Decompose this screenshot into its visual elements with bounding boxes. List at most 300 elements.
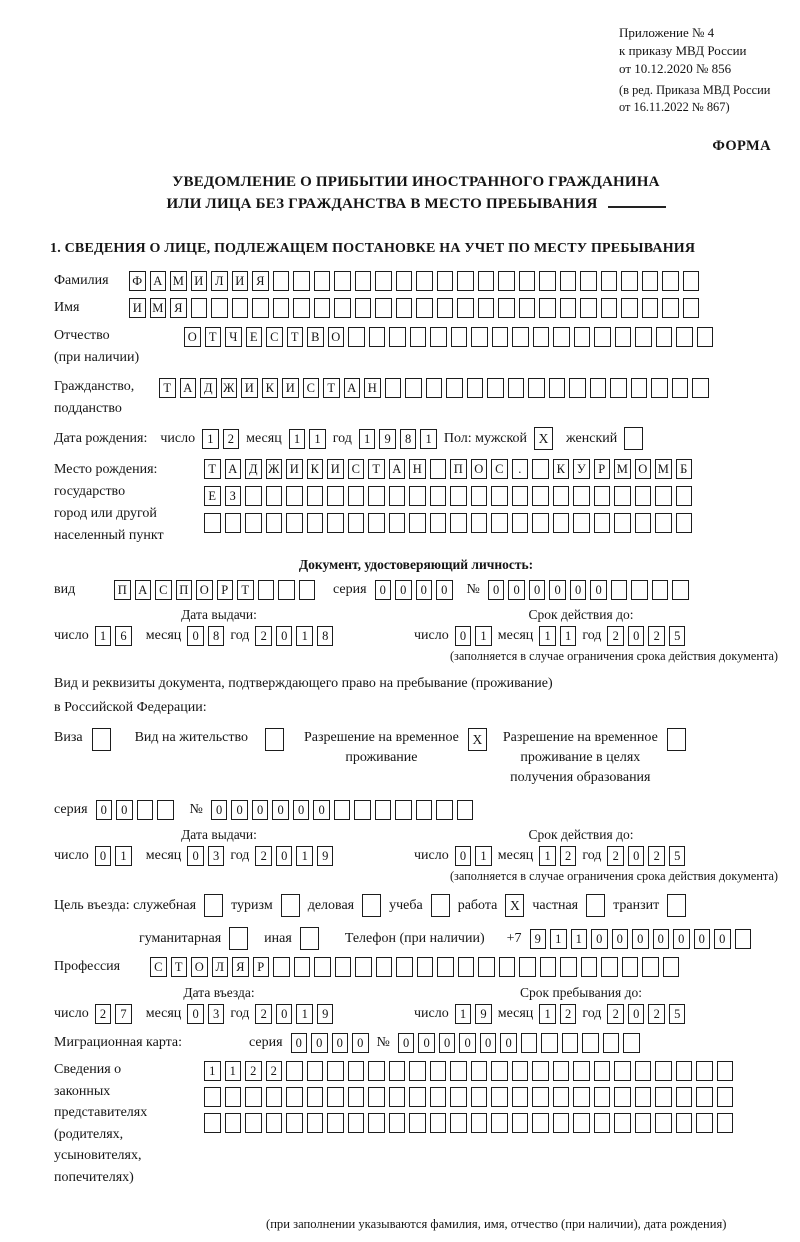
char-cell[interactable]: 9	[530, 929, 547, 949]
char-cell[interactable]: 0	[416, 580, 433, 600]
char-cell[interactable]: 9	[475, 1004, 492, 1024]
char-cell[interactable]	[560, 298, 577, 318]
char-cell[interactable]: 0	[293, 800, 310, 820]
char-cell[interactable]	[696, 1061, 713, 1081]
char-cell[interactable]: 5	[669, 626, 686, 646]
char-cell[interactable]	[430, 327, 447, 347]
char-cell[interactable]	[191, 298, 208, 318]
char-cell[interactable]	[334, 271, 351, 291]
sex-male-checkbox[interactable]	[534, 427, 553, 450]
char-cell[interactable]: М	[614, 459, 631, 479]
char-cell[interactable]: 9	[317, 1004, 334, 1024]
char-cell[interactable]	[662, 298, 679, 318]
char-cell[interactable]	[327, 486, 344, 506]
permit-issue-month-cells[interactable]	[187, 846, 224, 866]
char-cell[interactable]	[204, 513, 221, 533]
char-cell[interactable]	[348, 327, 365, 347]
char-cell[interactable]	[676, 513, 693, 533]
char-cell[interactable]: 9	[317, 846, 334, 866]
migration-series-cells[interactable]	[291, 1033, 369, 1053]
char-cell[interactable]: 0	[398, 1033, 415, 1053]
char-cell[interactable]	[409, 1113, 426, 1133]
visa-checkbox[interactable]	[92, 728, 111, 751]
char-cell[interactable]	[594, 1061, 611, 1081]
char-cell[interactable]: 2	[255, 1004, 272, 1024]
char-cell[interactable]	[512, 486, 529, 506]
char-cell[interactable]	[471, 327, 488, 347]
char-cell[interactable]: 8	[400, 429, 417, 449]
char-cell[interactable]: 0	[673, 929, 690, 949]
char-cell[interactable]	[655, 1087, 672, 1107]
char-cell[interactable]	[663, 957, 680, 977]
char-cell[interactable]	[642, 298, 659, 318]
purpose-study-checkbox[interactable]	[431, 894, 450, 917]
char-cell[interactable]: 2	[648, 626, 665, 646]
char-cell[interactable]: 0	[311, 1033, 328, 1053]
char-cell[interactable]: 2	[223, 429, 240, 449]
purpose-private-checkbox[interactable]	[586, 894, 605, 917]
char-cell[interactable]: П	[114, 580, 131, 600]
char-cell[interactable]	[491, 1113, 508, 1133]
char-cell[interactable]: 0	[439, 1033, 456, 1053]
char-cell[interactable]: 0	[653, 929, 670, 949]
patronymic-cells[interactable]	[184, 327, 713, 347]
char-cell[interactable]: 3	[208, 1004, 225, 1024]
char-cell[interactable]	[348, 1087, 365, 1107]
char-cell[interactable]: Л	[211, 271, 228, 291]
char-cell[interactable]: 0	[313, 800, 330, 820]
char-cell[interactable]: 0	[276, 846, 293, 866]
char-cell[interactable]	[266, 1113, 283, 1133]
char-cell[interactable]	[697, 327, 714, 347]
char-cell[interactable]	[553, 1087, 570, 1107]
char-cell[interactable]: 0	[570, 580, 587, 600]
char-cell[interactable]	[532, 459, 549, 479]
char-cell[interactable]: 1	[95, 626, 112, 646]
char-cell[interactable]	[656, 327, 673, 347]
char-cell[interactable]	[430, 486, 447, 506]
char-cell[interactable]	[396, 298, 413, 318]
char-cell[interactable]: И	[286, 459, 303, 479]
char-cell[interactable]: 1	[571, 929, 588, 949]
char-cell[interactable]	[519, 957, 536, 977]
char-cell[interactable]	[573, 1113, 590, 1133]
char-cell[interactable]	[375, 800, 392, 820]
char-cell[interactable]: Т	[287, 327, 304, 347]
char-cell[interactable]	[389, 1087, 406, 1107]
char-cell[interactable]	[611, 580, 628, 600]
purpose-other-checkbox[interactable]	[300, 927, 319, 950]
birth-year-cells[interactable]	[359, 429, 437, 449]
char-cell[interactable]: 1	[359, 429, 376, 449]
char-cell[interactable]: Я	[252, 271, 269, 291]
char-cell[interactable]	[430, 1113, 447, 1133]
char-cell[interactable]	[573, 486, 590, 506]
birthplace-cells-3[interactable]	[204, 513, 692, 533]
char-cell[interactable]: О	[635, 459, 652, 479]
char-cell[interactable]	[539, 298, 556, 318]
char-cell[interactable]	[508, 378, 525, 398]
char-cell[interactable]	[416, 800, 433, 820]
char-cell[interactable]	[389, 1113, 406, 1133]
char-cell[interactable]	[416, 298, 433, 318]
birth-month-cells[interactable]	[289, 429, 326, 449]
char-cell[interactable]	[676, 1087, 693, 1107]
char-cell[interactable]: К	[553, 459, 570, 479]
char-cell[interactable]	[450, 486, 467, 506]
char-cell[interactable]: О	[471, 459, 488, 479]
entry-month-cells[interactable]	[187, 1004, 224, 1024]
char-cell[interactable]: П	[450, 459, 467, 479]
char-cell[interactable]: Д	[200, 378, 217, 398]
char-cell[interactable]: 1	[560, 626, 577, 646]
permit-issue-day-cells[interactable]	[95, 846, 132, 866]
char-cell[interactable]: 1	[296, 1004, 313, 1024]
char-cell[interactable]	[458, 957, 475, 977]
char-cell[interactable]	[491, 513, 508, 533]
char-cell[interactable]	[430, 513, 447, 533]
char-cell[interactable]	[450, 1061, 467, 1081]
char-cell[interactable]: 1	[204, 1061, 221, 1081]
char-cell[interactable]: X	[534, 427, 553, 450]
char-cell[interactable]: 0	[508, 580, 525, 600]
char-cell[interactable]	[355, 298, 372, 318]
char-cell[interactable]	[396, 271, 413, 291]
char-cell[interactable]	[512, 1087, 529, 1107]
char-cell[interactable]	[491, 1087, 508, 1107]
char-cell[interactable]: Б	[676, 459, 693, 479]
char-cell[interactable]: X	[505, 894, 524, 917]
char-cell[interactable]	[667, 728, 686, 751]
char-cell[interactable]	[601, 957, 618, 977]
char-cell[interactable]	[467, 378, 484, 398]
char-cell[interactable]	[553, 513, 570, 533]
migration-number-cells[interactable]	[398, 1033, 640, 1053]
purpose-tourism-checkbox[interactable]	[281, 894, 300, 917]
char-cell[interactable]: 0	[632, 929, 649, 949]
char-cell[interactable]	[601, 298, 618, 318]
char-cell[interactable]	[204, 894, 223, 917]
char-cell[interactable]: Ч	[225, 327, 242, 347]
char-cell[interactable]: 0	[455, 846, 472, 866]
char-cell[interactable]	[615, 327, 632, 347]
char-cell[interactable]	[528, 378, 545, 398]
char-cell[interactable]	[426, 378, 443, 398]
char-cell[interactable]	[389, 327, 406, 347]
char-cell[interactable]: 1	[289, 429, 306, 449]
char-cell[interactable]	[471, 1061, 488, 1081]
char-cell[interactable]	[532, 1087, 549, 1107]
char-cell[interactable]	[437, 271, 454, 291]
char-cell[interactable]	[409, 1061, 426, 1081]
residence-permit-checkbox[interactable]	[265, 728, 284, 751]
char-cell[interactable]	[446, 378, 463, 398]
char-cell[interactable]	[635, 513, 652, 533]
char-cell[interactable]	[662, 271, 679, 291]
char-cell[interactable]	[430, 1087, 447, 1107]
char-cell[interactable]: 0	[459, 1033, 476, 1053]
char-cell[interactable]	[512, 327, 529, 347]
temp-residence-checkbox[interactable]	[468, 728, 487, 751]
char-cell[interactable]	[225, 1087, 242, 1107]
purpose-business-checkbox[interactable]	[362, 894, 381, 917]
char-cell[interactable]	[573, 1061, 590, 1081]
doc-issue-year-cells[interactable]	[255, 626, 333, 646]
char-cell[interactable]	[314, 298, 331, 318]
char-cell[interactable]	[204, 1113, 221, 1133]
char-cell[interactable]	[450, 513, 467, 533]
char-cell[interactable]	[581, 957, 598, 977]
char-cell[interactable]	[478, 298, 495, 318]
char-cell[interactable]: 2	[560, 1004, 577, 1024]
char-cell[interactable]: 0	[96, 800, 113, 820]
char-cell[interactable]	[327, 1061, 344, 1081]
char-cell[interactable]: 0	[549, 580, 566, 600]
char-cell[interactable]	[389, 1061, 406, 1081]
char-cell[interactable]: 1	[225, 1061, 242, 1081]
char-cell[interactable]	[717, 1087, 734, 1107]
doc-series-cells[interactable]	[375, 580, 453, 600]
doc-issue-day-cells[interactable]	[95, 626, 132, 646]
char-cell[interactable]	[491, 1061, 508, 1081]
char-cell[interactable]	[580, 298, 597, 318]
char-cell[interactable]	[286, 1113, 303, 1133]
char-cell[interactable]	[562, 1033, 579, 1053]
char-cell[interactable]	[376, 957, 393, 977]
char-cell[interactable]	[594, 327, 611, 347]
char-cell[interactable]: 8	[317, 626, 334, 646]
char-cell[interactable]	[614, 486, 631, 506]
char-cell[interactable]	[651, 378, 668, 398]
char-cell[interactable]	[409, 486, 426, 506]
char-cell[interactable]	[211, 298, 228, 318]
char-cell[interactable]: А	[150, 271, 167, 291]
char-cell[interactable]: 0	[694, 929, 711, 949]
char-cell[interactable]	[635, 327, 652, 347]
permit-series-cells[interactable]	[96, 800, 174, 820]
char-cell[interactable]: С	[155, 580, 172, 600]
char-cell[interactable]	[478, 957, 495, 977]
char-cell[interactable]	[696, 1087, 713, 1107]
char-cell[interactable]: О	[196, 580, 213, 600]
char-cell[interactable]	[389, 486, 406, 506]
char-cell[interactable]	[457, 271, 474, 291]
char-cell[interactable]	[621, 271, 638, 291]
char-cell[interactable]	[307, 1061, 324, 1081]
char-cell[interactable]	[307, 1087, 324, 1107]
char-cell[interactable]	[553, 486, 570, 506]
birthplace-cells-2[interactable]	[204, 486, 692, 506]
char-cell[interactable]	[457, 298, 474, 318]
char-cell[interactable]: 0	[211, 800, 228, 820]
char-cell[interactable]	[478, 271, 495, 291]
char-cell[interactable]: 1	[550, 929, 567, 949]
char-cell[interactable]: Л	[212, 957, 229, 977]
char-cell[interactable]	[549, 378, 566, 398]
char-cell[interactable]: С	[303, 378, 320, 398]
char-cell[interactable]	[676, 1061, 693, 1081]
char-cell[interactable]	[416, 271, 433, 291]
char-cell[interactable]	[512, 513, 529, 533]
char-cell[interactable]: А	[225, 459, 242, 479]
char-cell[interactable]: 0	[455, 626, 472, 646]
char-cell[interactable]	[532, 513, 549, 533]
char-cell[interactable]: 8	[208, 626, 225, 646]
char-cell[interactable]: 2	[648, 1004, 665, 1024]
char-cell[interactable]	[396, 957, 413, 977]
citizenship-cells[interactable]	[159, 378, 709, 398]
char-cell[interactable]: 0	[590, 580, 607, 600]
char-cell[interactable]	[265, 728, 284, 751]
char-cell[interactable]: 0	[187, 626, 204, 646]
char-cell[interactable]: 0	[436, 580, 453, 600]
char-cell[interactable]: 0	[187, 846, 204, 866]
permit-valid-year-cells[interactable]	[607, 846, 685, 866]
char-cell[interactable]	[137, 800, 154, 820]
char-cell[interactable]	[389, 513, 406, 533]
char-cell[interactable]	[294, 957, 311, 977]
char-cell[interactable]	[539, 271, 556, 291]
char-cell[interactable]	[621, 298, 638, 318]
char-cell[interactable]	[614, 513, 631, 533]
stay-year-cells[interactable]	[607, 1004, 685, 1024]
char-cell[interactable]: И	[327, 459, 344, 479]
char-cell[interactable]	[655, 486, 672, 506]
char-cell[interactable]	[273, 957, 290, 977]
char-cell[interactable]	[655, 513, 672, 533]
char-cell[interactable]: С	[266, 327, 283, 347]
char-cell[interactable]	[532, 1061, 549, 1081]
char-cell[interactable]: 1	[309, 429, 326, 449]
char-cell[interactable]	[225, 1113, 242, 1133]
char-cell[interactable]	[532, 1113, 549, 1133]
char-cell[interactable]	[245, 486, 262, 506]
doc-valid-year-cells[interactable]	[607, 626, 685, 646]
char-cell[interactable]: 0	[375, 580, 392, 600]
char-cell[interactable]	[273, 271, 290, 291]
char-cell[interactable]	[286, 486, 303, 506]
char-cell[interactable]	[521, 1033, 538, 1053]
char-cell[interactable]	[314, 957, 331, 977]
char-cell[interactable]	[417, 957, 434, 977]
char-cell[interactable]	[92, 728, 111, 751]
representatives-cells-2[interactable]	[204, 1087, 733, 1107]
char-cell[interactable]	[635, 486, 652, 506]
char-cell[interactable]	[492, 327, 509, 347]
char-cell[interactable]	[450, 1087, 467, 1107]
char-cell[interactable]	[635, 1087, 652, 1107]
char-cell[interactable]	[498, 271, 515, 291]
entry-day-cells[interactable]	[95, 1004, 132, 1024]
char-cell[interactable]	[652, 580, 669, 600]
char-cell[interactable]: Т	[368, 459, 385, 479]
char-cell[interactable]: С	[348, 459, 365, 479]
char-cell[interactable]: 0	[352, 1033, 369, 1053]
char-cell[interactable]: 1	[475, 846, 492, 866]
char-cell[interactable]: 1	[296, 846, 313, 866]
char-cell[interactable]	[655, 1113, 672, 1133]
char-cell[interactable]	[635, 1061, 652, 1081]
char-cell[interactable]: X	[468, 728, 487, 751]
char-cell[interactable]: И	[129, 298, 146, 318]
char-cell[interactable]	[369, 327, 386, 347]
char-cell[interactable]	[362, 894, 381, 917]
char-cell[interactable]	[560, 271, 577, 291]
doc-issue-month-cells[interactable]	[187, 626, 224, 646]
char-cell[interactable]	[603, 1033, 620, 1053]
char-cell[interactable]: К	[262, 378, 279, 398]
char-cell[interactable]: Т	[323, 378, 340, 398]
char-cell[interactable]: 0	[714, 929, 731, 949]
char-cell[interactable]	[457, 800, 474, 820]
char-cell[interactable]	[594, 486, 611, 506]
char-cell[interactable]	[368, 486, 385, 506]
char-cell[interactable]	[582, 1033, 599, 1053]
sex-female-checkbox[interactable]	[624, 427, 643, 450]
char-cell[interactable]: 0	[187, 1004, 204, 1024]
char-cell[interactable]	[278, 580, 295, 600]
char-cell[interactable]	[450, 1113, 467, 1133]
char-cell[interactable]	[354, 800, 371, 820]
char-cell[interactable]	[635, 1113, 652, 1133]
char-cell[interactable]	[431, 894, 450, 917]
char-cell[interactable]	[667, 894, 686, 917]
char-cell[interactable]: 0	[291, 1033, 308, 1053]
char-cell[interactable]: И	[282, 378, 299, 398]
doc-type-cells[interactable]	[114, 580, 315, 600]
char-cell[interactable]	[348, 513, 365, 533]
permit-valid-day-cells[interactable]	[455, 846, 492, 866]
char-cell[interactable]	[266, 486, 283, 506]
char-cell[interactable]	[368, 1087, 385, 1107]
firstname-cells[interactable]	[129, 298, 699, 318]
char-cell[interactable]	[409, 513, 426, 533]
char-cell[interactable]	[692, 378, 709, 398]
char-cell[interactable]: Я	[170, 298, 187, 318]
char-cell[interactable]: 1	[115, 846, 132, 866]
char-cell[interactable]: 0	[272, 800, 289, 820]
char-cell[interactable]	[487, 378, 504, 398]
profession-cells[interactable]	[150, 957, 679, 977]
char-cell[interactable]	[293, 271, 310, 291]
stay-day-cells[interactable]	[455, 1004, 492, 1024]
char-cell[interactable]: Н	[409, 459, 426, 479]
char-cell[interactable]	[594, 1087, 611, 1107]
char-cell[interactable]: 1	[539, 846, 556, 866]
char-cell[interactable]	[532, 486, 549, 506]
char-cell[interactable]: 0	[395, 580, 412, 600]
representatives-cells-3[interactable]	[204, 1113, 733, 1133]
char-cell[interactable]	[590, 378, 607, 398]
temp-residence-edu-checkbox[interactable]	[667, 728, 686, 751]
char-cell[interactable]: С	[150, 957, 167, 977]
char-cell[interactable]: 0	[332, 1033, 349, 1053]
char-cell[interactable]: Ф	[129, 271, 146, 291]
char-cell[interactable]: 0	[418, 1033, 435, 1053]
char-cell[interactable]	[533, 327, 550, 347]
char-cell[interactable]	[631, 580, 648, 600]
char-cell[interactable]	[368, 513, 385, 533]
char-cell[interactable]: 0	[276, 626, 293, 646]
char-cell[interactable]: Т	[205, 327, 222, 347]
char-cell[interactable]	[327, 513, 344, 533]
char-cell[interactable]	[553, 1061, 570, 1081]
char-cell[interactable]: М	[150, 298, 167, 318]
char-cell[interactable]	[622, 957, 639, 977]
char-cell[interactable]	[594, 513, 611, 533]
char-cell[interactable]: Ж	[221, 378, 238, 398]
char-cell[interactable]: 1	[420, 429, 437, 449]
